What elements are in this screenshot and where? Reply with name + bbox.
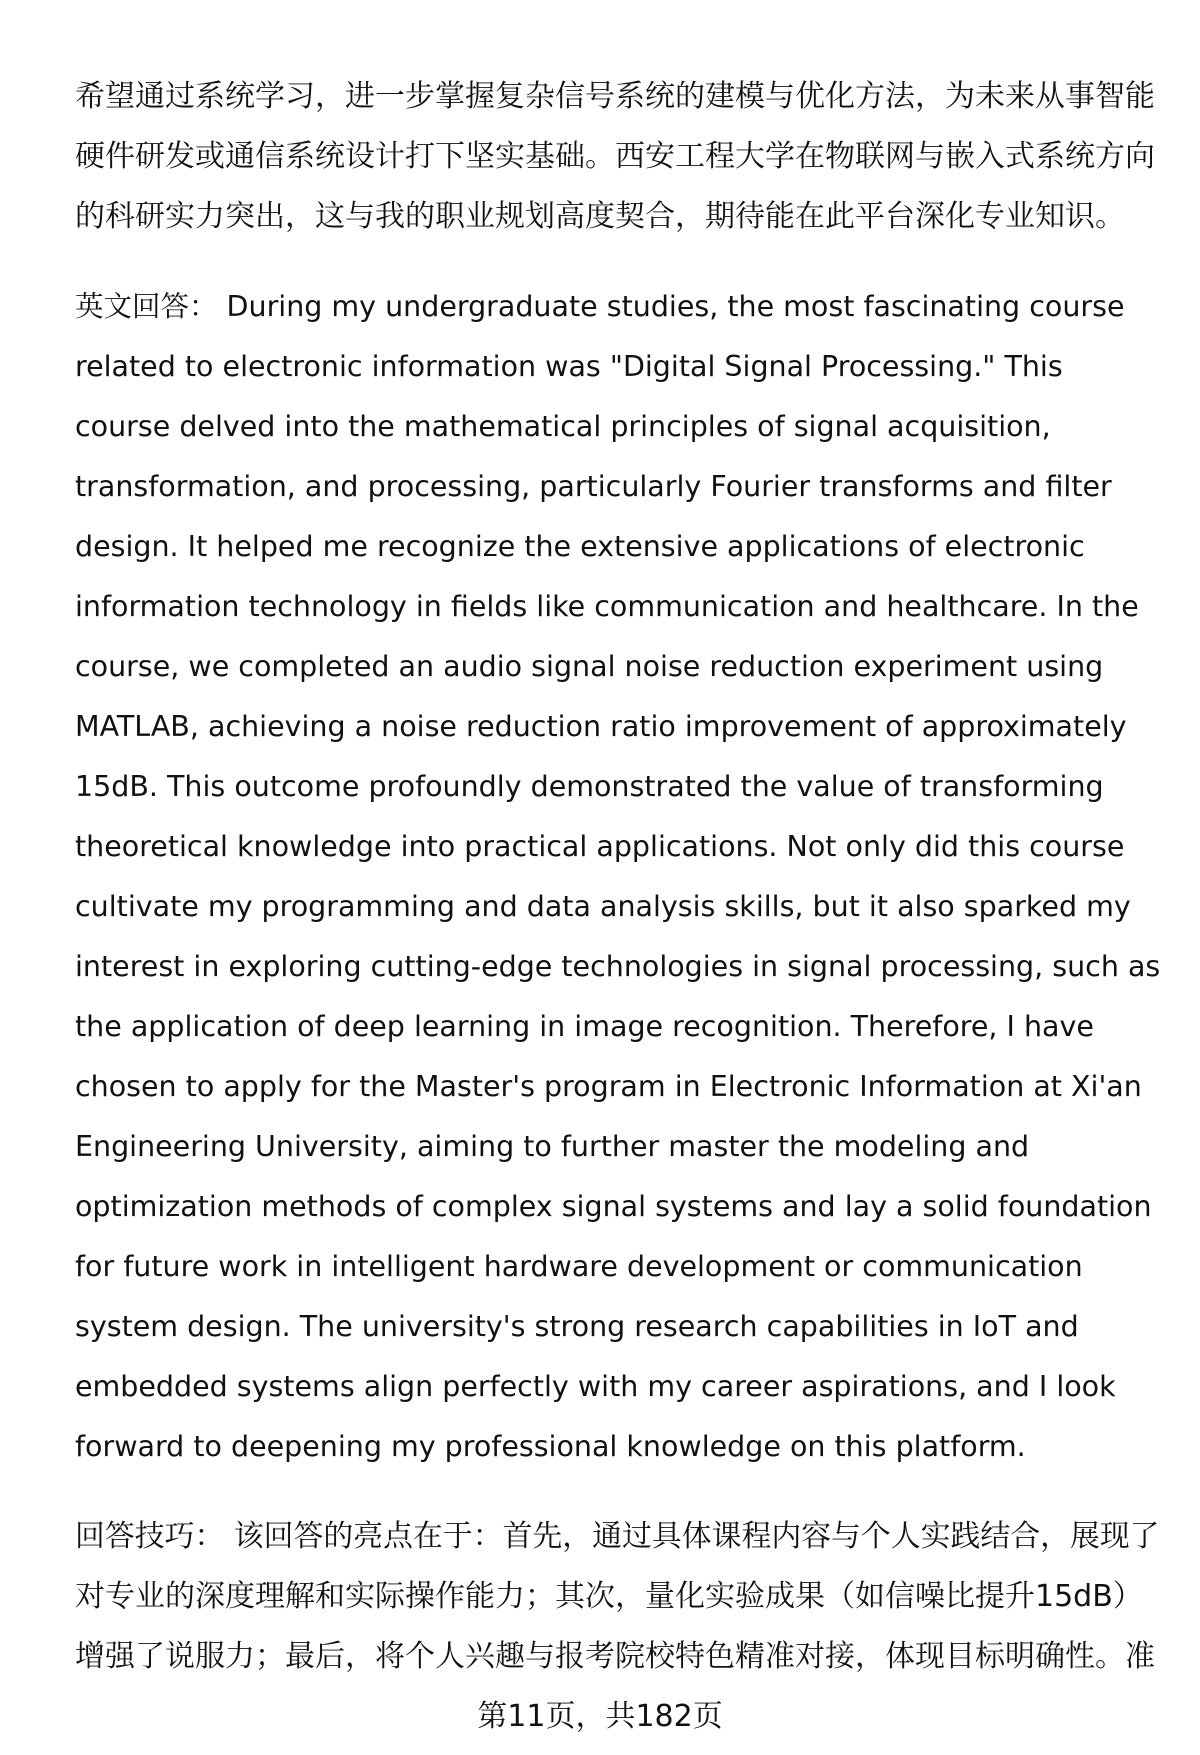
paragraph2-line: interest in exploring cutting-edge technologies in signal processing, such as	[75, 950, 1161, 983]
page-number: 第11页，共182页	[477, 1699, 723, 1734]
paragraph3-line: 对专业的深度理解和实际操作能力；其次，量化实验成果（如信噪比提升15dB）	[75, 1579, 1143, 1614]
paragraph2-line: forward to deepening my professional knowledge on this platform.	[75, 1430, 1026, 1463]
paragraph2-line: Engineering University, aiming to further master the modeling and	[75, 1130, 1030, 1163]
paragraph2-line: theoretical knowledge into practical applications. Not only did this course	[75, 830, 1125, 863]
paragraph2-line: the application of deep learning in image recognition. Therefore, I have	[75, 1010, 1094, 1043]
paragraph2-line: chosen to apply for the Master's program in Electronic Information at Xi'an	[75, 1070, 1142, 1103]
paragraph2-line: system design. The university's strong research capabilities in IoT and	[75, 1310, 1079, 1343]
paragraph2-line: related to electronic information was "Digital Signal Processing." This	[75, 350, 1063, 383]
paragraph2-line: transformation, and processing, particularly Fourier transforms and filter	[75, 470, 1112, 503]
paragraph2-line: cultivate my programming and data analysis skills, but it also sparked my	[75, 890, 1131, 923]
paragraph2-line: course, we completed an audio signal noise reduction experiment using	[75, 650, 1104, 683]
paragraph2-line: information technology in fields like communication and healthcare. In the	[75, 590, 1139, 623]
paragraph3-line: 回答技巧： 该回答的亮点在于：首先，通过具体课程内容与个人实践结合，展现了	[75, 1519, 1160, 1554]
paragraph1-line: 硬件研发或通信系统设计打下坚实基础。西安工程大学在物联网与嵌入式系统方向	[75, 139, 1155, 174]
paragraph2-line: 15dB. This outcome profoundly demonstrated the value of transforming	[75, 770, 1104, 803]
paragraph1-line: 的科研实力突出，这与我的职业规划高度契合，期待能在此平台深化专业知识。	[75, 199, 1125, 234]
paragraph2-line: MATLAB, achieving a noise reduction ratio improvement of approximately	[75, 710, 1127, 743]
paragraph2-line: embedded systems align perfectly with my career aspirations, and I look	[75, 1370, 1116, 1403]
paragraph2-line: optimization methods of complex signal systems and lay a solid foundation	[75, 1190, 1152, 1223]
paragraph2-line: 英文回答： During my undergraduate studies, the most fascinating course	[75, 290, 1125, 323]
paragraph2-line: design. It helped me recognize the extensive applications of electronic	[75, 530, 1085, 563]
paragraph1-line: 希望通过系统学习，进一步掌握复杂信号系统的建模与优化方法，为未来从事智能	[75, 79, 1155, 114]
paragraph2-line: for future work in intelligent hardware development or communication	[75, 1250, 1083, 1283]
paragraph2-line: course delved into the mathematical principles of signal acquisition,	[75, 410, 1051, 443]
paragraph3-line: 增强了说服力；最后，将个人兴趣与报考院校特色精准对接，体现目标明确性。准	[75, 1639, 1155, 1674]
